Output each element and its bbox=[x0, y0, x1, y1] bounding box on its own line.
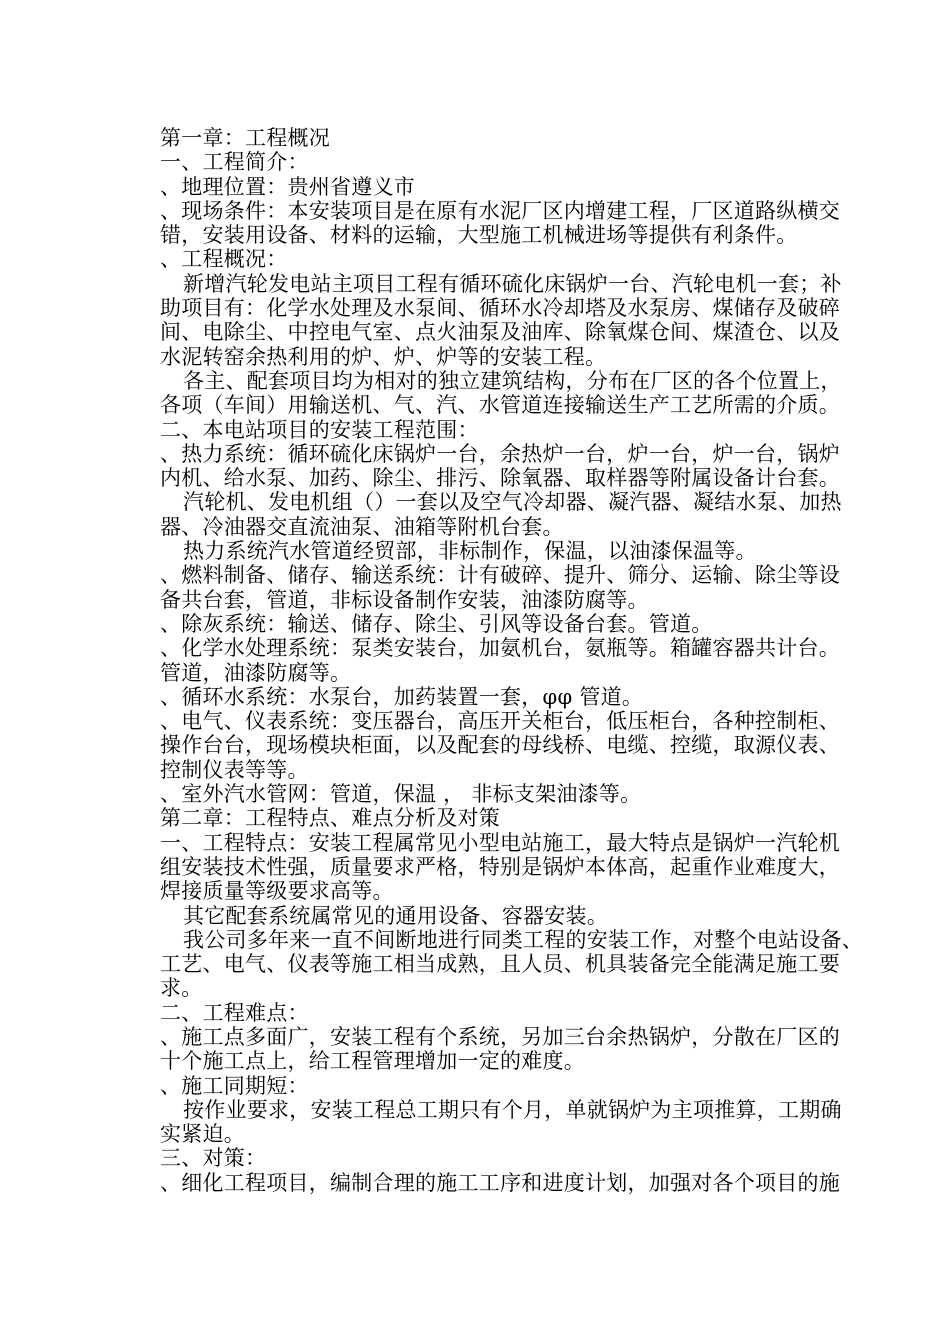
text-line: 水泥转窑余热利用的炉、炉、炉等的安装工程。 bbox=[160, 344, 607, 369]
text-line: 工艺、电气、仪表等施工相当成熟，且人员、机具装备完全能满足施工要 bbox=[160, 952, 840, 977]
text-line: 、燃料制备、储存、输送系统：计有破碎、提升、筛分、运输、除尘等设 bbox=[160, 563, 840, 588]
text-line: 、化学水处理系统：泵类安装台，加氨机台，氨瓶等。箱罐容器共计台。 bbox=[160, 636, 840, 661]
text-line: 求。 bbox=[160, 976, 203, 1001]
text-line: 、工程概况： bbox=[160, 247, 288, 272]
text-line: 实紧迫。 bbox=[160, 1122, 245, 1147]
text-line: 器、冷油器交直流油泵、油箱等附机台套。 bbox=[160, 514, 564, 539]
text-line: 热力系统汽水管道经贸部，非标制作，保温，以油漆保温等。 bbox=[183, 539, 757, 564]
text-line: 一、工程简介： bbox=[160, 150, 309, 175]
text-line: 、施工点多面广，安装工程有个系统，另加三台余热锅炉，分散在厂区的 bbox=[160, 1024, 840, 1049]
text-line: 错，安装用设备、材料的运输，大型施工机械进场等提供有利条件。 bbox=[160, 223, 798, 248]
text-line: 、除灰系统：输送、储存、除尘、引风等设备台套。管道。 bbox=[160, 611, 713, 636]
text-line: 操作台台，现场模块柜面，以及配套的母线桥、电缆、控缆，取源仪表、 bbox=[160, 733, 840, 758]
text-line: 各项（车间）用输送机、气、汽、水管道连接输送生产工艺所需的介质。 bbox=[160, 393, 840, 418]
text-line: 、室外汽水管网：管道，保温 ， 非标支架油漆等。 bbox=[160, 782, 642, 807]
text-line: 、现场条件：本安装项目是在原有水泥厂区内增建工程，厂区道路纵横交 bbox=[160, 198, 840, 223]
text-line: 按作业要求，安装工程总工期只有个月，单就锅炉为主项推算，工期确 bbox=[183, 1097, 842, 1122]
text-line: 第一章：工程概况 bbox=[160, 126, 330, 150]
text-line: 十个施工点上，给工程管理增加一定的难度。 bbox=[160, 1049, 585, 1074]
text-line: 、地理位置：贵州省遵义市 bbox=[160, 174, 415, 199]
text-line: 二、工程难点： bbox=[160, 1000, 309, 1025]
text-line: 助项目有：化学水处理及水泵间、循环水冷却塔及水泵房、煤储存及破碎 bbox=[160, 296, 840, 321]
text-line: 汽轮机、发电机组（）一套以及空气冷却器、凝汽器、凝结水泵、加热 bbox=[183, 490, 842, 515]
text-line: 一、工程特点：安装工程属常见小型电站施工，最大特点是锅炉一汽轮机 bbox=[160, 830, 840, 855]
text-line: 新增汽轮发电站主项目工程有循环硫化床锅炉一台、汽轮电机一套；补 bbox=[183, 271, 842, 296]
text-line: 二、本电站项目的安装工程范围： bbox=[160, 417, 479, 442]
text-line: 间、电除尘、中控电气室、点火油泵及油库、除氧煤仓间、煤渣仓、以及 bbox=[160, 320, 840, 345]
text-line: 内机、给水泵、加药、除尘、排污、除氧器、取样器等附属设备计台套。 bbox=[160, 466, 840, 491]
text-line: 管道，油漆防腐等。 bbox=[160, 660, 352, 685]
text-line: 第二章：工程特点、难点分析及对策 bbox=[160, 806, 500, 831]
text-line: 焊接质量等级要求高等。 bbox=[160, 879, 394, 904]
text-line: 、循环水系统：水泵台，加药装置一套，φφ 管道。 bbox=[160, 684, 644, 709]
text-line: 、施工同期短： bbox=[160, 1073, 309, 1098]
text-line: 其它配套系统属常见的通用设备、容器安装。 bbox=[183, 903, 608, 928]
text-line: 、细化工程项目，编制合理的施工工序和进度计划，加强对各个项目的施 bbox=[160, 1170, 840, 1195]
text-line: 控制仪表等等。 bbox=[160, 757, 309, 782]
text-line: 备共台套，管道，非标设备制作安装，油漆防腐等。 bbox=[160, 587, 649, 612]
text-line: 组安装技术性强，质量要求严格，特别是锅炉本体高，起重作业难度大， bbox=[160, 854, 840, 879]
text-line: 三、对策： bbox=[160, 1146, 267, 1171]
text-line: 、电气、仪表系统：变压器台，高压开关柜台，低压柜台，各种控制柜、 bbox=[160, 709, 840, 734]
text-line: 各主、配套项目均为相对的独立建筑结构，分布在厂区的各个位置上， bbox=[183, 368, 842, 393]
document-body bbox=[160, 126, 895, 1195]
text-line: 我公司多年来一直不间断地进行同类工程的安装工作，对整个电站设备、 bbox=[183, 927, 863, 952]
text-line: 、热力系统：循环硫化床锅炉一台，余热炉一台，炉一台，炉一台，锅炉 bbox=[160, 441, 840, 466]
